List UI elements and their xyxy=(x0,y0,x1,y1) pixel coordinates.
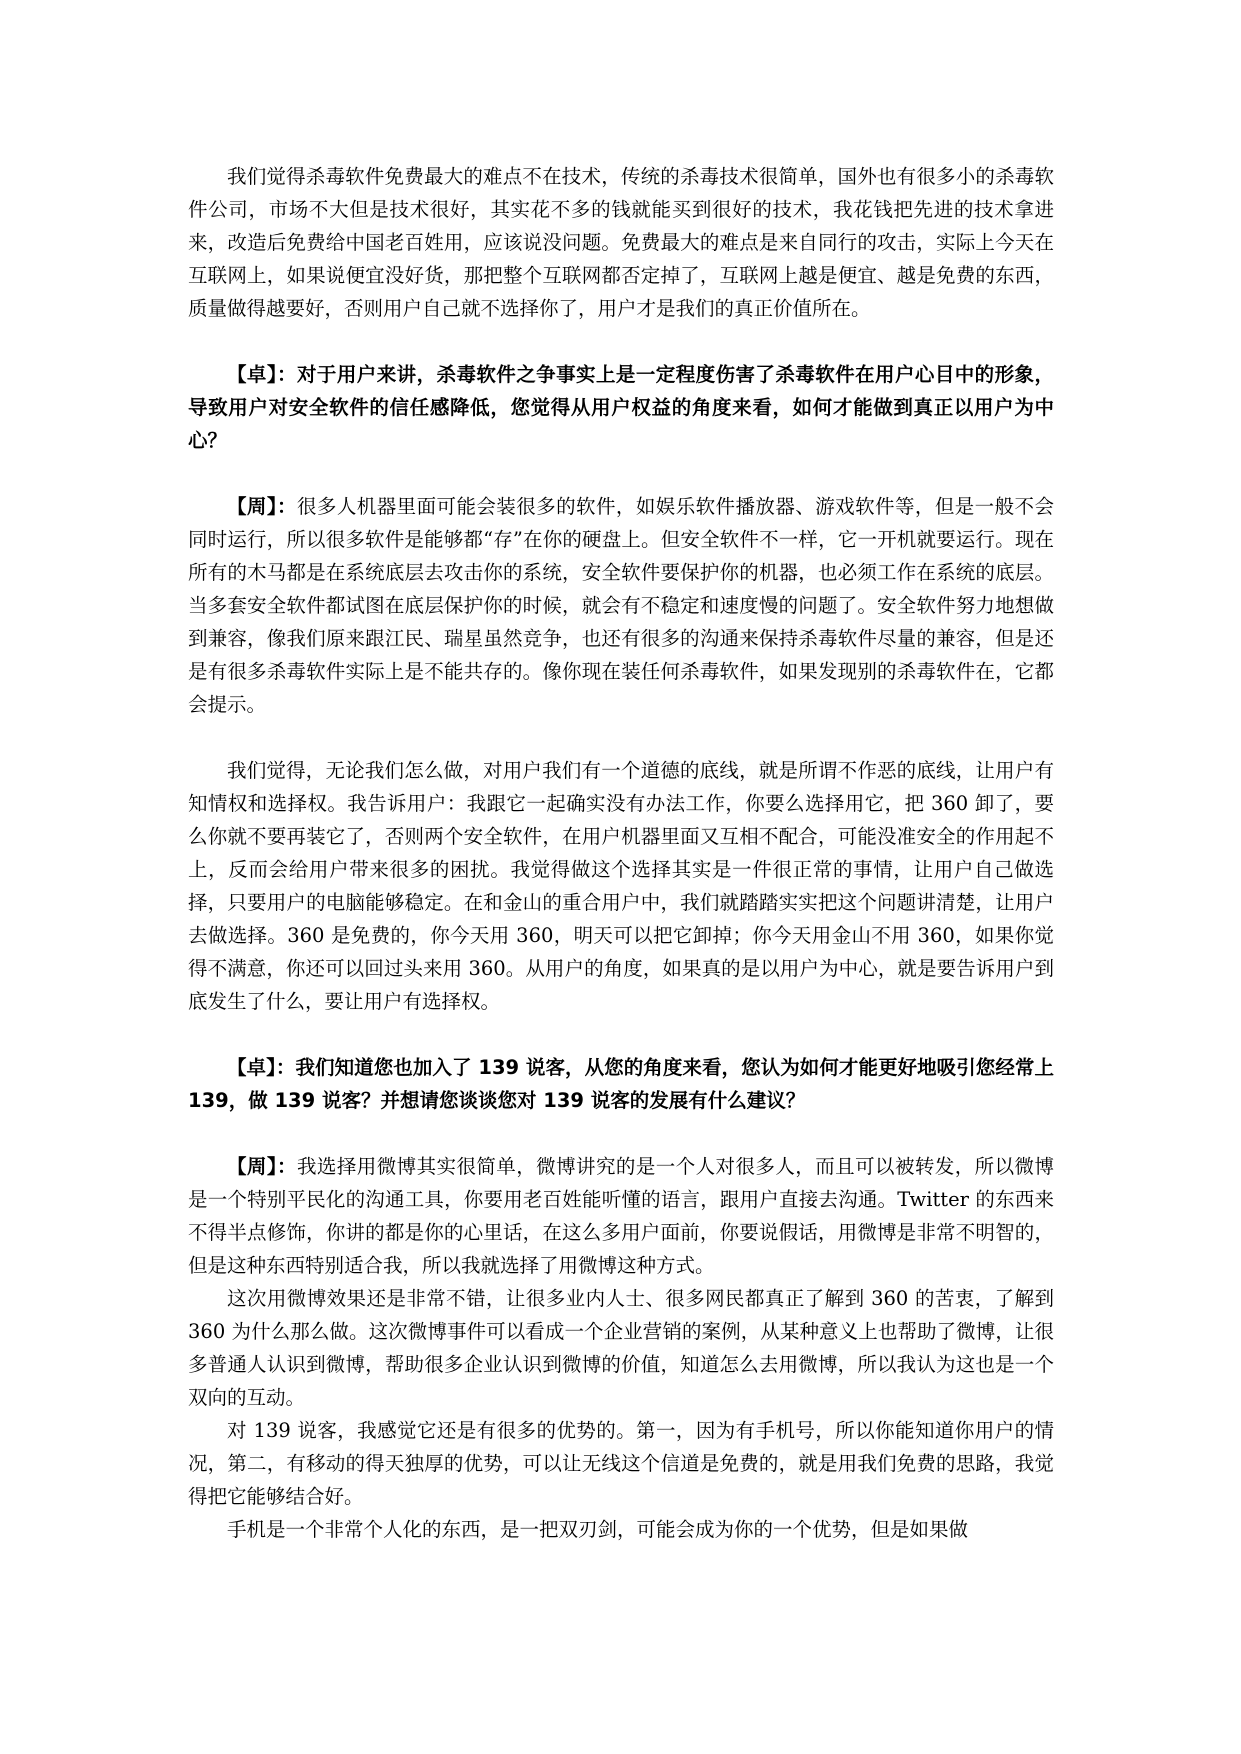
answer-text: 很多人机器里面可能会装很多的软件，如娱乐软件播放器、游戏软件等，但是一般不会同时运行，所以很多软件是能够都“存”在你的硬盘上。但安全软件不一样，它一开机就要运行。现在所有的木马都是在系统底层去攻击你的系统，安全软件要保护你的机器，也必须工作在系统的底层。当多套安全软件都试图在底层保护你的时候，就会有不稳定和速度慢的问题了。安全软件努力地想做到兼容，像我们原来跟江民、瑞星虽然竞争，也还有很多的沟通来保持杀毒软件尽量的兼容，但是还是有很多杀毒软件实际上是不能共存的。像你现在装任何杀毒软件，如果发现别的杀毒软件在，它都会提示。 xyxy=(188,495,1054,716)
answer-weibo xyxy=(188,1150,1054,1282)
speaker-label-zhou: 【周】： xyxy=(227,1155,297,1178)
speaker-label-zhuo: 【卓】： xyxy=(227,363,297,386)
answer-text: 我选择用微博其实很简单，微博讲究的是一个人对很多人，而且可以被转发，所以微博是一个特别平民化的沟通工具，你要用老百姓能听懂的语言，跟用户直接去沟通。Twitter 的东西来不得半点修饰，你讲的都是你的心里话，在这么多用户面前，你要说假话，用微博是非常不明智的，但是这种东西特别适合我，所以我就选择了用微博这种方式。 xyxy=(188,1155,1054,1277)
question-user-centric xyxy=(188,358,1054,457)
paragraph-moral-bottom-line xyxy=(188,754,1054,1018)
paragraph-text: 我们觉得杀毒软件免费最大的难点不在技术，传统的杀毒技术很简单，国外也有很多小的杀毒软件公司，市场不大但是技术很好，其实花不多的钱就能买到很好的技术，我花钱把先进的技术拿进来，改造后免费给中国老百姓用，应该说没问题。免费最大的难点是来自同行的攻击，实际上今天在互联网上，如果说便宜没好货，那把整个互联网都否定掉了，互联网上越是便宜、越是免费的东西，质量做得越要好，否则用户自己就不选择你了，用户才是我们的真正价值所在。 xyxy=(188,165,1054,320)
paragraph-mobile-double-edged xyxy=(188,1513,1054,1546)
question-text: 我们知道您也加入了 139 说客，从您的角度来看，您认为如何才能更好地吸引您经常上 139，做 139 说客？并想请您谈谈您对 139 说客的发展有什么建议？ xyxy=(188,1056,1054,1112)
paragraph-weibo-effect xyxy=(188,1282,1054,1414)
speaker-label-zhou: 【周】： xyxy=(227,495,297,518)
paragraph-text: 我们觉得，无论我们怎么做，对用户我们有一个道德的底线，就是所谓不作恶的底线，让用户有知情权和选择权。我告诉用户：我跟它一起确实没有办法工作，你要么选择用它，把 360 卸了，要么你就不要再装它了，否则两个安全软件，在用户机器里面又互相不配合，可能没准安全的作用起不上，反而会给用户带来很多的困扰。我觉得做这个选择其实是一件很正常的事情，让用户自己做选择，只要用户的电脑能够稳定。在和金山的重合用户中，我们就踏踏实实把这个问题讲清楚，让用户去做选择。360 是免费的，你今天用 360，明天可以把它卸掉；你今天用金山不用 360，如果你觉得不满意，你还可以回过头来用 360。从用户的角度，如果真的是以用户为中心，就是要告诉用户到底发生了什么，要让用户有选择权。 xyxy=(188,759,1054,1013)
paragraph-139-advantages xyxy=(188,1414,1054,1513)
question-text: 对于用户来讲，杀毒软件之争事实上是一定程度伤害了杀毒软件在用户心目中的形象，导致用户对安全软件的信任感降低，您觉得从用户权益的角度来看，如何才能做到真正以用户为中心？ xyxy=(188,363,1054,452)
paragraph-free-antivirus xyxy=(188,160,1054,325)
question-139-shuoke xyxy=(188,1051,1054,1117)
document-page xyxy=(188,160,1054,1546)
speaker-label-zhuo: 【卓】： xyxy=(227,1056,296,1079)
answer-security-software xyxy=(188,490,1054,721)
paragraph-text: 手机是一个非常个人化的东西，是一把双刃剑，可能会成为你的一个优势，但是如果做 xyxy=(227,1518,969,1541)
paragraph-text: 对 139 说客，我感觉它还是有很多的优势的。第一，因为有手机号，所以你能知道你用户的情况，第二，有移动的得天独厚的优势，可以让无线这个信道是免费的，就是用我们免费的思路，我觉得把它能够结合好。 xyxy=(188,1419,1054,1508)
paragraph-text: 这次用微博效果还是非常不错，让很多业内人士、很多网民都真正了解到 360 的苦衷，了解到 360 为什么那么做。这次微博事件可以看成一个企业营销的案例，从某种意义上也帮助了微博，让很多普通人认识到微博，帮助很多企业认识到微博的价值，知道怎么去用微博，所以我认为这也是一个双向的互动。 xyxy=(188,1287,1054,1409)
